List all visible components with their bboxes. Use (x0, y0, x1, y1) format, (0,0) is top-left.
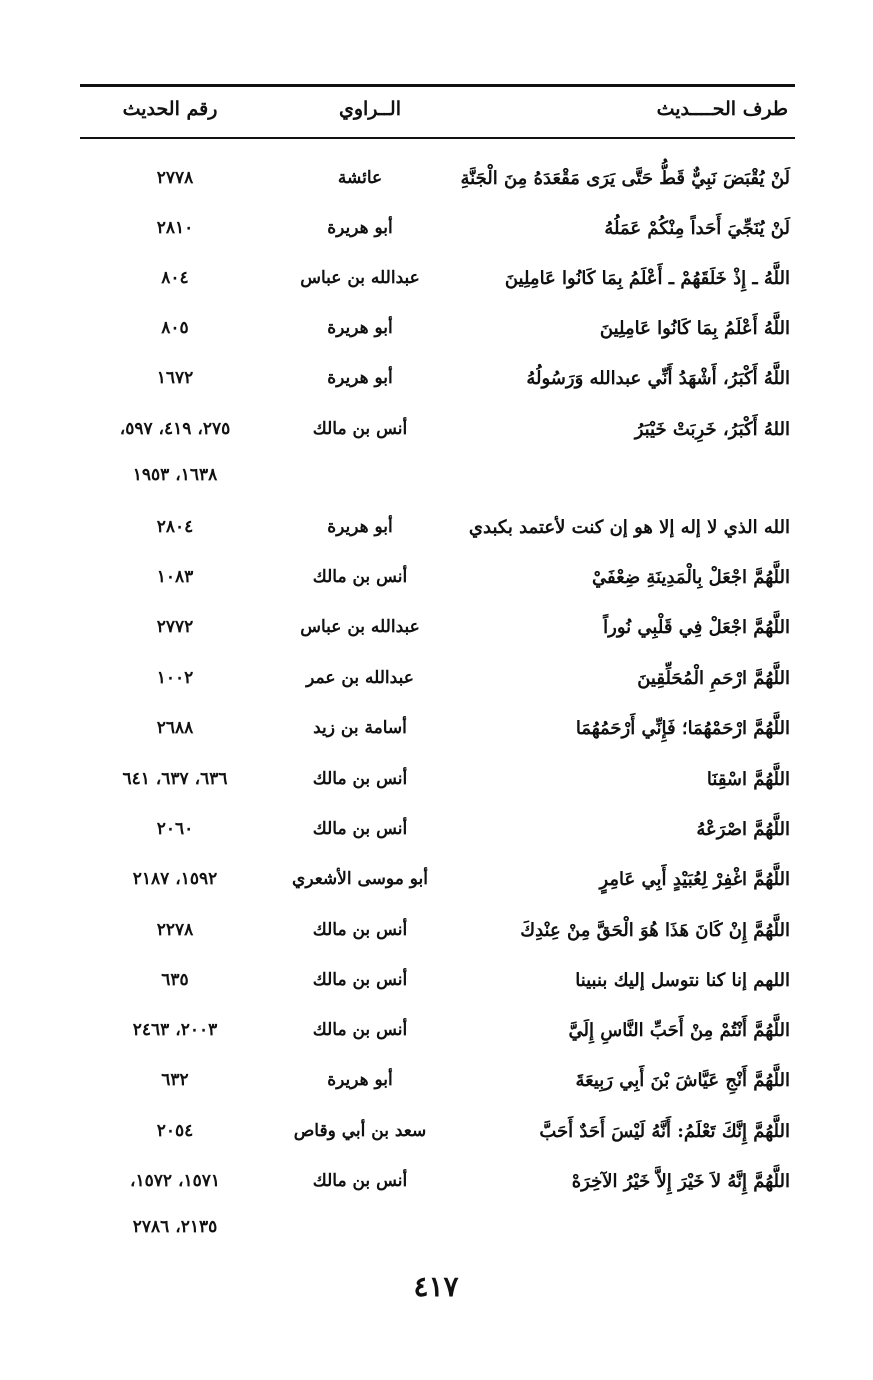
hadith-numbers: ٢٨١٠ (156, 218, 194, 238)
table-row (0, 617, 873, 657)
hadith-numbers: ٢٧٧٨ (156, 168, 194, 188)
table-row (0, 567, 873, 607)
narrator: أبو هريرة (327, 1070, 393, 1090)
column-header-hadith-text: طرف الحــــديث (656, 98, 788, 120)
hadith-numbers: ١٠٠٢ (156, 668, 194, 688)
table-row (0, 1020, 873, 1060)
narrator: عبدالله بن عمر (306, 668, 414, 688)
hadith-numbers: ٢٠٥٤ (156, 1121, 194, 1141)
table-row (0, 419, 873, 485)
table-row (0, 1171, 873, 1237)
top-rule (80, 84, 795, 87)
narrator: أنس بن مالك (312, 819, 408, 839)
hadith-numbers: ٢٠٠٣، ٢٤٦٣ (132, 1020, 218, 1040)
table-row (0, 218, 873, 258)
hadith-numbers: ٢٢٧٨ (156, 920, 194, 940)
hadith-numbers: ١٦٧٢ (156, 368, 194, 388)
page-number: ٤١٧ (413, 1270, 459, 1303)
table-row (0, 1121, 873, 1161)
narrator: أبو موسى الأشعري (292, 869, 428, 889)
hadith-numbers: ٦٣٥ (161, 970, 189, 990)
hadith-text: لَنْ يُقْبَضَ نَبِيٌّ قَطُّ حَتَّى يَرَى مَقْعَدَهُ مِنَ الْجَنَّةِ (460, 168, 790, 189)
hadith-text: الله الذي لا إله إلا هو إن كنت لأعتمد بكبدي (468, 517, 790, 538)
narrator: أسامة بن زيد (313, 718, 407, 738)
narrator: أبو هريرة (327, 517, 393, 537)
hadith-text: اللهُ أَكْبَرُ، خَرِبَتْ خَيْبَرُ (634, 419, 790, 440)
hadith-text: اللَّهُمَّ اسْقِنَا (706, 769, 790, 790)
narrator: أنس بن مالك (312, 920, 408, 940)
header-rule (80, 137, 795, 139)
hadith-numbers-continued: ١٦٣٨، ١٩٥٣ (132, 465, 218, 485)
narrator: أبو هريرة (327, 218, 393, 238)
table-row (0, 718, 873, 758)
column-header-hadith-number: رقم الحديث (122, 98, 218, 120)
narrator: أنس بن مالك (312, 567, 408, 587)
hadith-text: اللَّهُمَّ اجْعَلْ بِالْمَدِينَةِ ضِعْفَيْ (592, 567, 790, 588)
table-row (0, 268, 873, 308)
table-row (0, 920, 873, 960)
narrator: أنس بن مالك (312, 419, 408, 439)
hadith-numbers-continued: ٢١٣٥، ٢٧٨٦ (132, 1217, 218, 1237)
hadith-numbers: ٦٣٦، ٦٣٧، ٦٤١ (122, 769, 228, 789)
hadith-text: اللَّهُ أَعْلَمُ بِمَا كَانُوا عَامِلِينَ (599, 318, 790, 339)
narrator: أنس بن مالك (312, 1020, 408, 1040)
hadith-numbers: ١٠٨٣ (156, 567, 194, 587)
hadith-numbers: ١٥٩٢، ٢١٨٧ (132, 869, 218, 889)
hadith-text: لَنْ يُنَجِّيَ أَحَداً مِنْكُمْ عَمَلُهُ (604, 218, 790, 239)
hadith-text: اللَّهُمَّ إِنَّكَ تَعْلَمُ: أَنَّهُ لَيْسَ أَحَدٌ أَحَبَّ (539, 1121, 790, 1142)
table-row (0, 769, 873, 809)
table-row (0, 1070, 873, 1110)
hadith-numbers: ٢٨٠٤ (156, 517, 194, 537)
table-row (0, 668, 873, 708)
hadith-text: اللَّهُمَّ اصْرَعْهُ (696, 819, 790, 840)
narrator: عبدالله بن عباس (300, 617, 420, 637)
narrator: أنس بن مالك (312, 970, 408, 990)
table-row (0, 517, 873, 557)
table-row (0, 318, 873, 358)
table-row (0, 819, 873, 859)
hadith-text: اللَّهُ ـ إِذْ خَلَقَهُمْ ـ أَعْلَمُ بِمَا كَانُوا عَامِلِينَ (504, 268, 790, 289)
hadith-text: اللَّهُمَّ إِنَّهُ لاَ خَيْرَ إِلاَّ خَيْرُ الآخِرَهْ (571, 1171, 790, 1192)
hadith-numbers: ٢٦٨٨ (156, 718, 194, 738)
narrator: عائشة (337, 168, 383, 188)
hadith-numbers: ٢٧٧٢ (156, 617, 194, 637)
hadith-numbers: ٦٣٢ (161, 1070, 189, 1090)
hadith-numbers: ١٥٧١، ١٥٧٢، (130, 1171, 220, 1191)
column-header-narrator: الــراوي (338, 98, 401, 120)
hadith-text: اللَّهُمَّ اغْفِرْ لِعُبَيْدٍ أَبِي عَامِرٍ (599, 869, 790, 890)
hadith-text: اللَّهُمَّ إِنْ كَانَ هَذَا هُوَ الْحَقَّ مِنْ عِنْدِكَ (520, 920, 790, 941)
narrator: سعد بن أبي وقاص (293, 1121, 427, 1141)
hadith-numbers: ٢٠٦٠ (156, 819, 194, 839)
hadith-text: اللَّهُ أَكْبَرُ، أَشْهَدُ أَنِّي عبدالله وَرَسُولُهُ (526, 368, 790, 389)
hadith-text: اللهم إنا كنا نتوسل إليك بنبينا (575, 970, 790, 991)
narrator: أبو هريرة (327, 368, 393, 388)
hadith-numbers: ٢٧٥، ٤١٩، ٥٩٧، (119, 419, 231, 439)
hadith-numbers: ٨٠٥ (161, 318, 189, 338)
table-row (0, 368, 873, 408)
narrator: أنس بن مالك (312, 769, 408, 789)
narrator: أنس بن مالك (312, 1171, 408, 1191)
table-row (0, 970, 873, 1010)
hadith-text: اللَّهُمَّ أَنْتُمْ مِنْ أَحَبِّ النَّاسِ إِلَيَّ (568, 1020, 790, 1041)
hadith-text: اللَّهُمَّ ارْحَمِ الْمُحَلِّقِينَ (637, 668, 790, 689)
narrator: أبو هريرة (327, 318, 393, 338)
hadith-text: اللَّهُمَّ أَنْجِ عَيَّاشَ بْنَ أَبِي رَبِيعَةَ (575, 1070, 790, 1091)
hadith-text: اللَّهُمَّ اجْعَلْ فِي قَلْبِي نُوراً (603, 617, 790, 638)
hadith-text: اللَّهُمَّ ارْحَمْهُمَا؛ فَإِنِّي أَرْحَمُهُمَا (575, 718, 790, 739)
narrator: عبدالله بن عباس (300, 268, 420, 288)
hadith-numbers: ٨٠٤ (161, 268, 189, 288)
table-row (0, 168, 873, 208)
table-row (0, 869, 873, 909)
